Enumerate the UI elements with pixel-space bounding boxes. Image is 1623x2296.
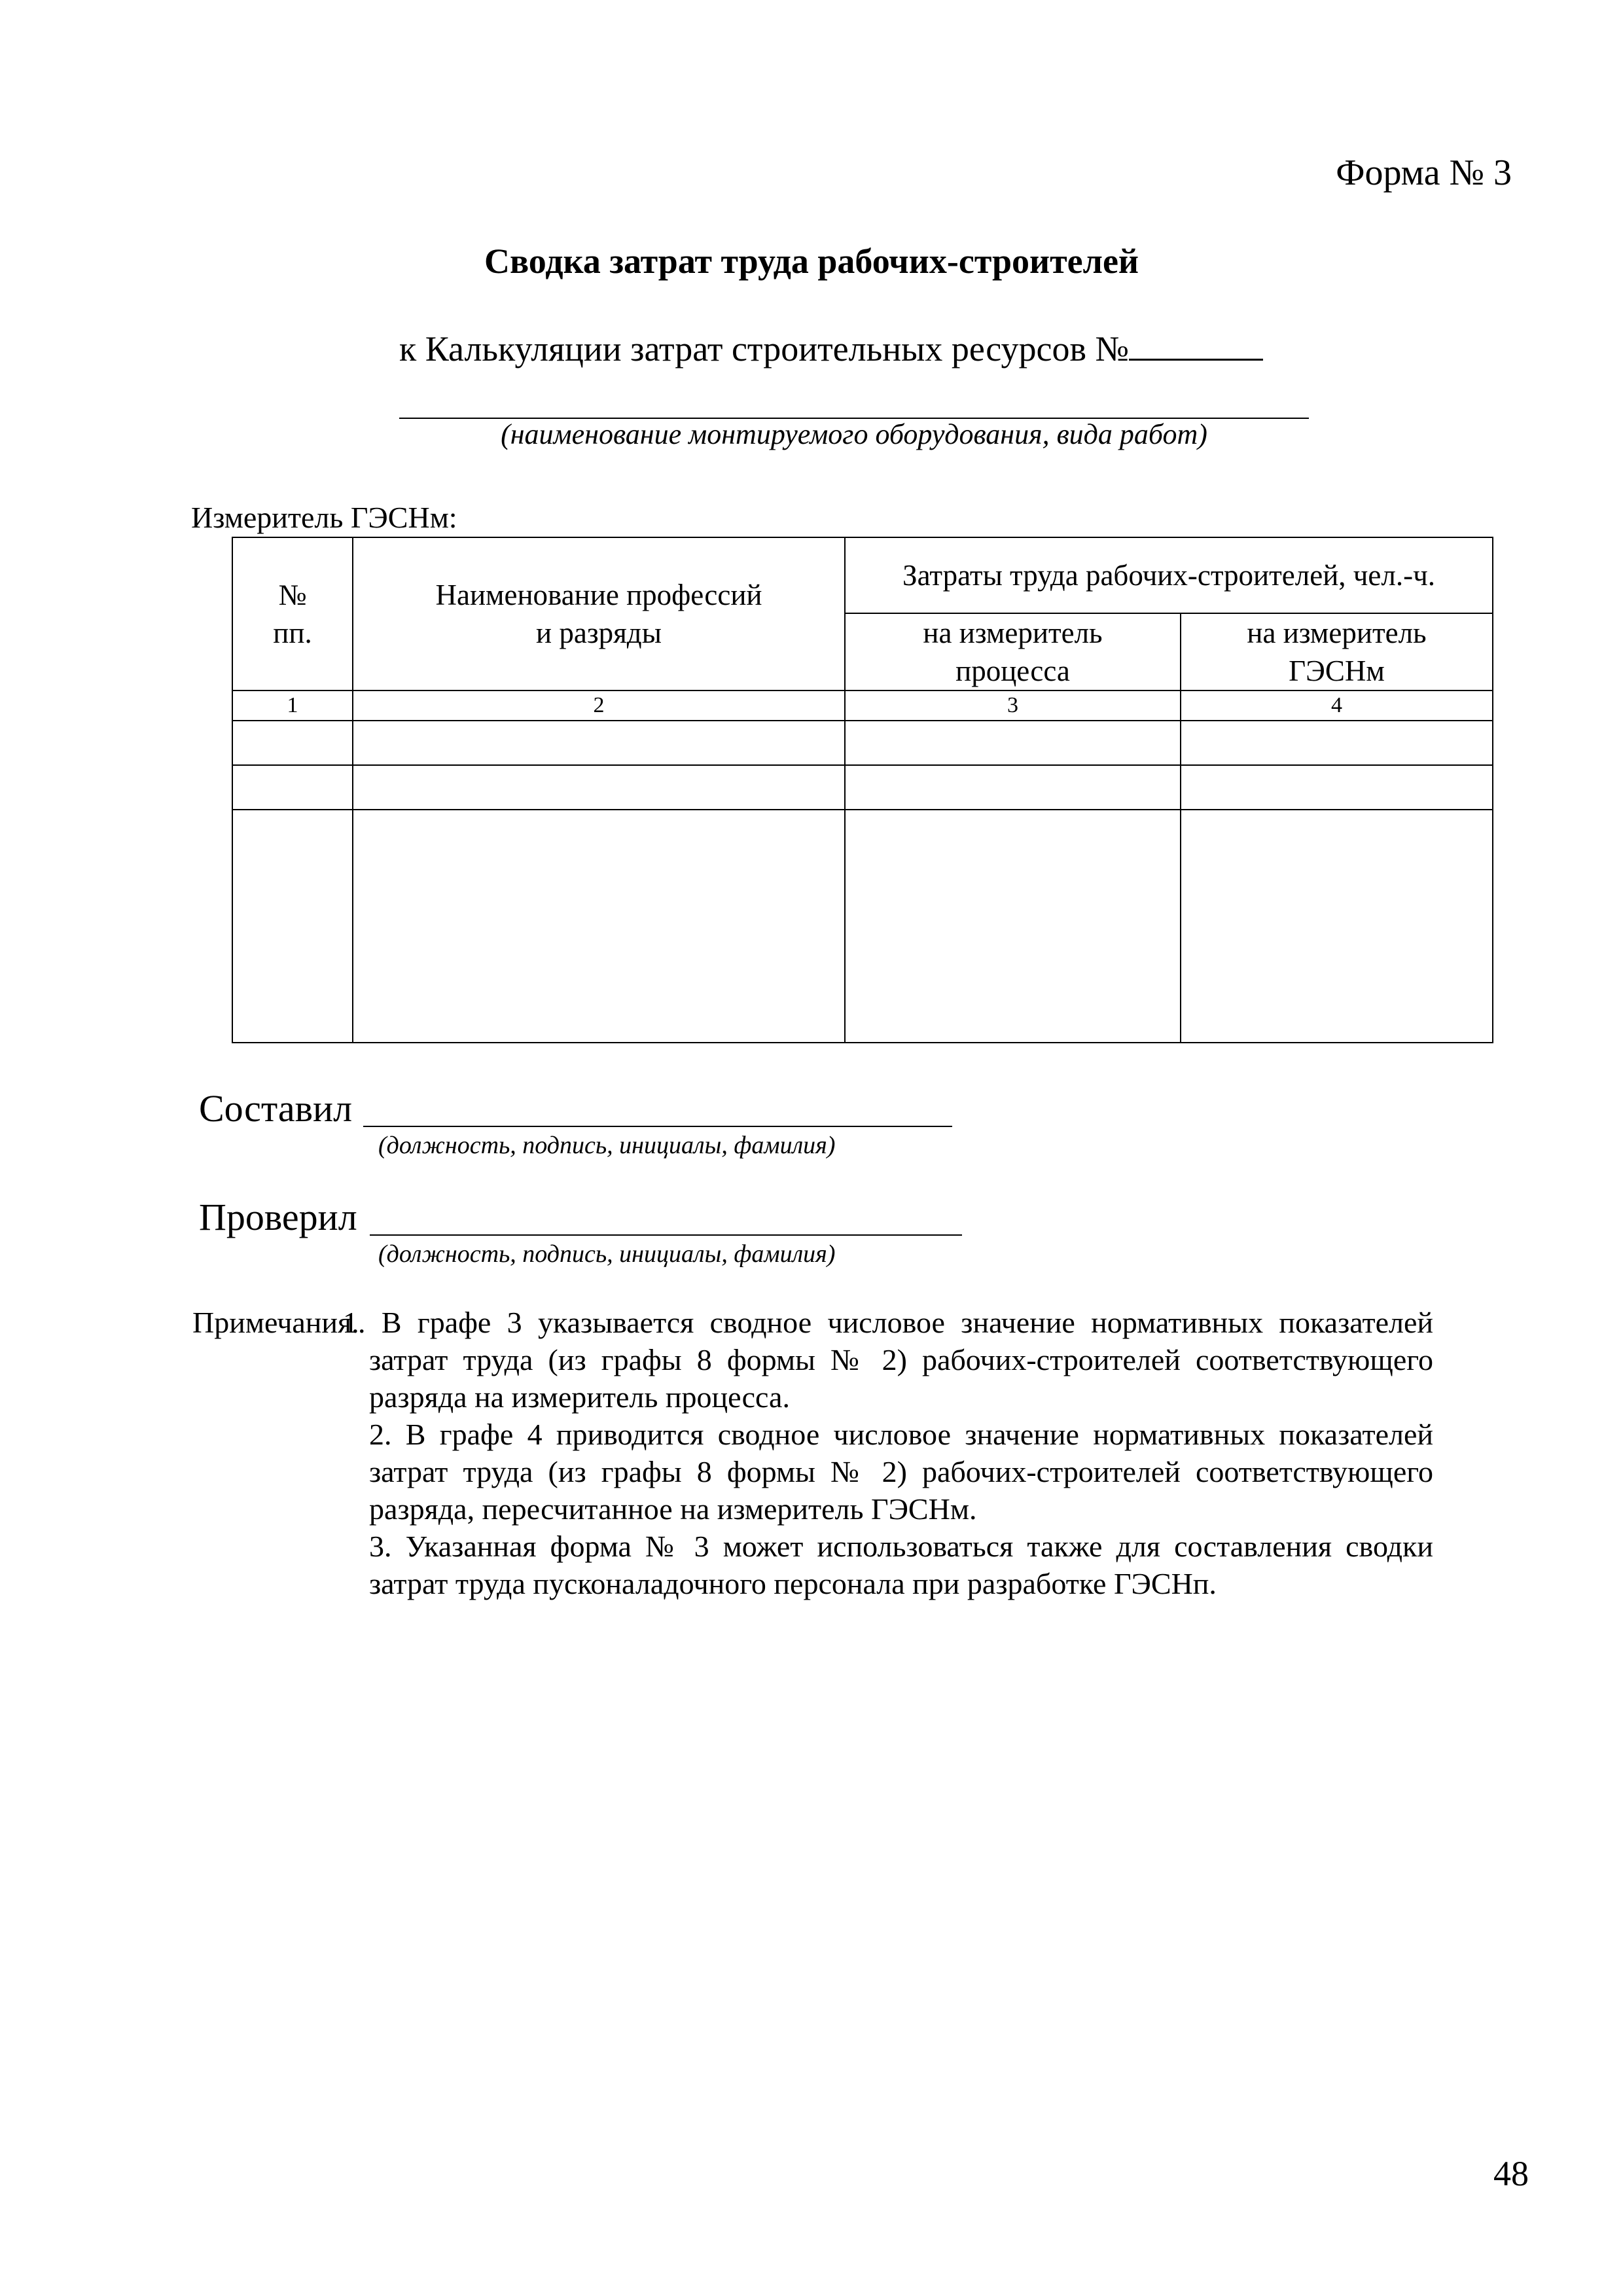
table-row <box>232 721 1493 765</box>
checked-by-caption: (должность, подпись, инициалы, фамилия) <box>378 1240 836 1268</box>
checked-by-label: Проверил <box>199 1196 357 1238</box>
form-number: Форма № 3 <box>1336 152 1512 193</box>
table-cell[interactable] <box>232 810 353 1043</box>
table-cell[interactable] <box>353 810 845 1043</box>
col-process-header: на измеритель процесса <box>845 613 1181 691</box>
table-row <box>232 810 1493 1043</box>
table-cell[interactable] <box>845 810 1181 1043</box>
compiled-by-signature-line[interactable] <box>363 1126 952 1127</box>
note-item: 2. В графе 4 приводится сводное числовое значение нормативных показателей затрат труда (из графы 8 формы № 2) рабочих-строителей соответствующего разряда, пересчитанное на измеритель ГЭСНм. <box>369 1418 1433 1526</box>
col-profession-header: Наименование профессий и разряды <box>353 537 845 691</box>
note-item: 1. В графе 3 указывается сводное числовое значение нормативных показателей затрат труда (из графы 8 формы № 2) рабочих-строителей соответствующего разряда на измеритель процесса. <box>343 1306 1433 1414</box>
notes-section <box>192 1304 1433 1602</box>
table-cell[interactable] <box>232 721 353 765</box>
subtitle-text: к Калькуляции затрат строительных ресурсов № <box>399 329 1129 368</box>
table-cell[interactable] <box>353 765 845 810</box>
col-group-header: Затраты труда рабочих-строителей, чел.-ч. <box>845 537 1493 613</box>
table-cell[interactable] <box>1181 810 1493 1043</box>
subtitle <box>399 326 1263 369</box>
equipment-name-caption: (наименование монтируемого оборудования, вида работ) <box>501 418 1207 450</box>
table-cell[interactable] <box>845 765 1181 810</box>
calculation-number-blank[interactable] <box>1129 326 1263 361</box>
notes-body <box>343 1304 1433 1602</box>
compiled-by-caption: (должность, подпись, инициалы, фамилия) <box>378 1132 836 1159</box>
column-number: 1 <box>232 691 353 721</box>
compiled-by-label: Составил <box>199 1087 353 1130</box>
table-cell[interactable] <box>845 721 1181 765</box>
table-header-row <box>232 537 1493 613</box>
table-cell[interactable] <box>1181 765 1493 810</box>
col-gesnm-header: на измеритель ГЭСНм <box>1181 613 1493 691</box>
table-cell[interactable] <box>232 765 353 810</box>
notes-lead: Примечания. <box>192 1306 359 1339</box>
col-number-header: № пп. <box>232 537 353 691</box>
page-title: Сводка затрат труда рабочих-строителей <box>484 242 1139 281</box>
page-number: 48 <box>1493 2154 1529 2193</box>
labor-cost-table <box>232 537 1493 1043</box>
table-row <box>232 765 1493 810</box>
meter-label: Измеритель ГЭСНм: <box>191 501 457 534</box>
column-number: 2 <box>353 691 845 721</box>
column-number: 3 <box>845 691 1181 721</box>
table-cell[interactable] <box>1181 721 1493 765</box>
column-number: 4 <box>1181 691 1493 721</box>
table-cell[interactable] <box>353 721 845 765</box>
column-number-row <box>232 691 1493 721</box>
checked-by-signature-line[interactable] <box>370 1234 962 1236</box>
note-item: 3. Указанная форма № 3 может использоваться также для составления сводки затрат труда пусконаладочного персонала при разработке ГЭСНп. <box>369 1530 1433 1600</box>
